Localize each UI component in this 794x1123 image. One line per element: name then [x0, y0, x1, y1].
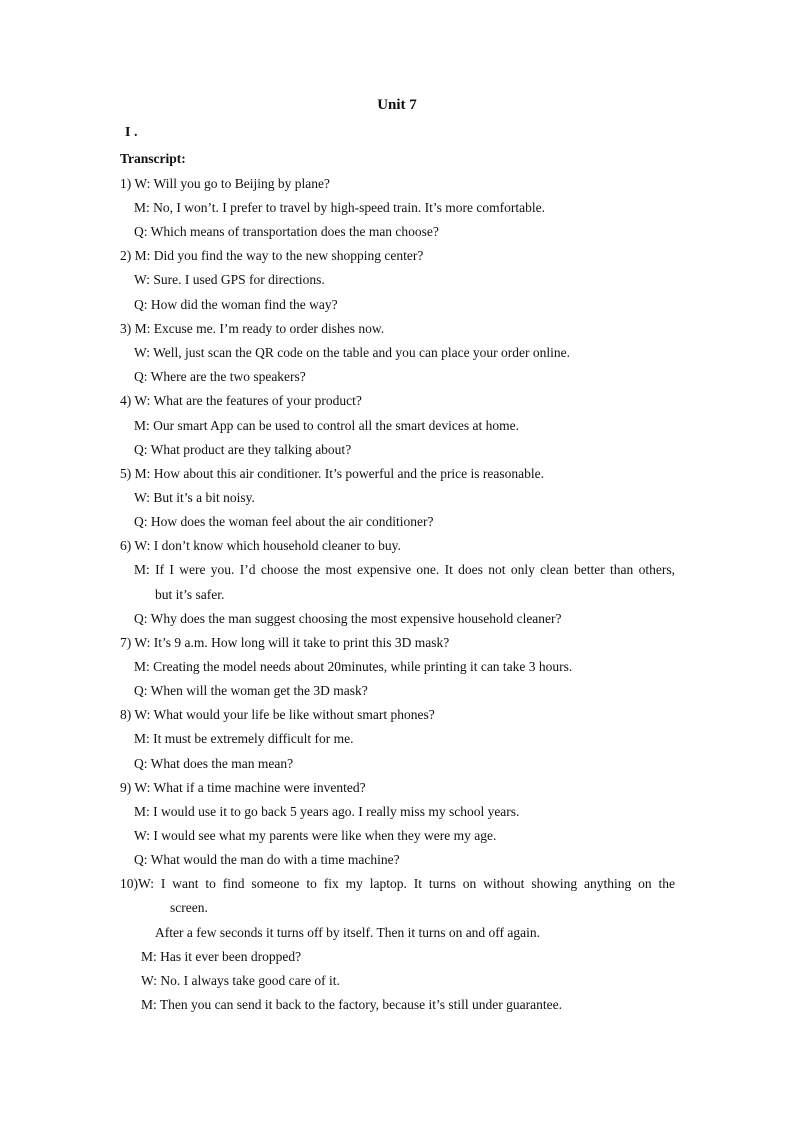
transcript-line: W: But it’s a bit noisy. — [134, 490, 255, 505]
transcript-heading: Transcript: — [120, 151, 186, 166]
transcript-line: M: If I were you. I’d choose the most expensive one. It does not only clean better than others, — [134, 562, 675, 577]
transcript-line: Q: What does the man mean? — [134, 756, 294, 771]
page-title: Unit 7 — [377, 97, 417, 113]
transcript-line: Q: Why does the man suggest choosing the most expensive household cleaner? — [134, 611, 562, 626]
transcript-line: 9) W: What if a time machine were invented? — [120, 780, 366, 795]
transcript-line: but it’s safer. — [155, 587, 225, 602]
transcript-line: M: I would use it to go back 5 years ago. I really miss my school years. — [134, 804, 520, 819]
transcript-line: 8) W: What would your life be like without smart phones? — [120, 707, 435, 722]
transcript-line: W: No. I always take good care of it. — [141, 973, 340, 988]
transcript-line: M: Our smart App can be used to control all the smart devices at home. — [134, 418, 520, 433]
transcript-line: 3) M: Excuse me. I’m ready to order dishes now. — [120, 321, 385, 336]
transcript-line: W: Sure. I used GPS for directions. — [134, 272, 325, 287]
transcript-line: 2) M: Did you find the way to the new shopping center? — [120, 248, 424, 263]
transcript-line: Q: How did the woman find the way? — [134, 297, 338, 312]
transcript-line: screen. — [170, 900, 208, 915]
transcript-line: 4) W: What are the features of your product? — [120, 393, 362, 408]
transcript-line: M: Creating the model needs about 20minutes, while printing it can take 3 hours. — [134, 659, 573, 674]
transcript-line: W: Well, just scan the QR code on the table and you can place your order online. — [134, 345, 571, 360]
transcript-line: M: It must be extremely difficult for me. — [134, 731, 354, 746]
transcript-line: M: Has it ever been dropped? — [141, 949, 302, 964]
transcript-line: Q: Which means of transportation does the man choose? — [134, 224, 439, 239]
transcript-line: W: I would see what my parents were like when they were my age. — [134, 828, 497, 843]
transcript-line: 10)W: I want to find someone to fix my laptop. It turns on without showing anything on the — [120, 876, 675, 891]
transcript-line: 1) W: Will you go to Beijing by plane? — [120, 176, 330, 191]
transcript-line: Q: How does the woman feel about the air conditioner? — [134, 514, 434, 529]
transcript-line: 5) M: How about this air conditioner. It’s powerful and the price is reasonable. — [120, 466, 545, 481]
transcript-line: M: Then you can send it back to the factory, because it’s still under guarantee. — [141, 997, 562, 1012]
transcript-line: 6) W: I don’t know which household cleaner to buy. — [120, 538, 401, 553]
transcript-line: Q: What product are they talking about? — [134, 442, 352, 457]
transcript-line: M: No, I won’t. I prefer to travel by high-speed train. It’s more comfortable. — [134, 200, 546, 215]
transcript-line: Q: When will the woman get the 3D mask? — [134, 683, 368, 698]
transcript-line: After a few seconds it turns off by itself. Then it turns on and off again. — [155, 925, 541, 940]
transcript-line: 7) W: It’s 9 a.m. How long will it take to print this 3D mask? — [120, 635, 450, 650]
section-number: I . — [125, 125, 138, 140]
transcript-line: Q: What would the man do with a time machine? — [134, 852, 400, 867]
transcript-line: Q: Where are the two speakers? — [134, 369, 306, 384]
